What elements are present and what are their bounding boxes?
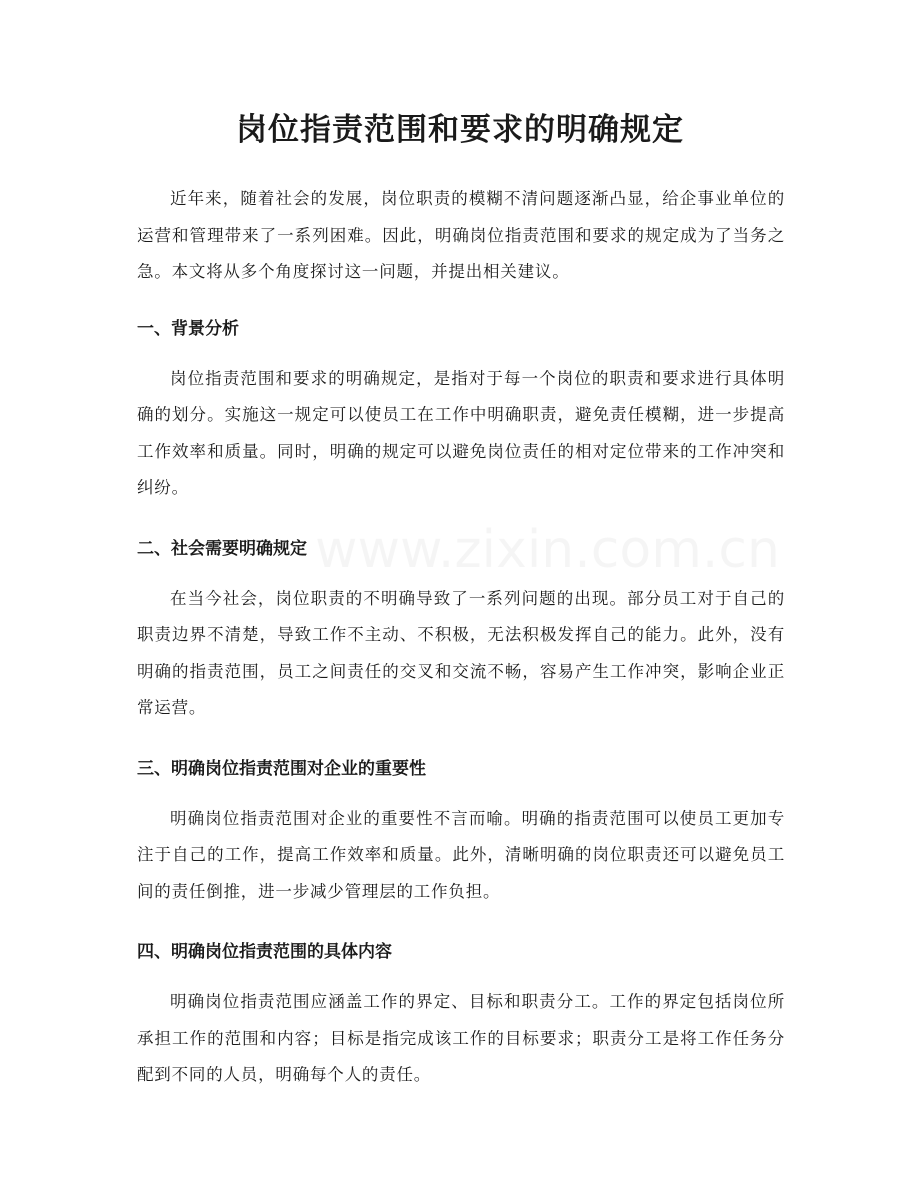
section-1 <box>137 311 785 507</box>
section-paragraph: 明确岗位指责范围应涵盖工作的界定、目标和职责分工。工作的界定包括岗位所承担工作的范围和内容；目标是指完成该工作的目标要求；职责分工是将工作任务分配到不同的人员，明确每个人的责任。 <box>137 992 785 1084</box>
section-heading: 三、明确岗位指责范围对企业的重要性 <box>137 758 426 779</box>
section-4 <box>137 934 785 1094</box>
section-3 <box>137 751 785 911</box>
section-heading: 二、社会需要明确规定 <box>137 538 307 559</box>
section-heading: 四、明确岗位指责范围的具体内容 <box>137 942 392 962</box>
intro-paragraph: 近年来，随着社会的发展，岗位职责的模糊不清问题逐渐凸显，给企事业单位的运营和管理带来了一系列困难。因此，明确岗位指责范围和要求的规定成为了当务之急。本文将从多个角度探讨这一问题，并提出相关建议。 <box>137 189 785 281</box>
section-paragraph: 明确岗位指责范围对企业的重要性不言而喻。明确的指责范围可以使员工更加专注于自己的工作，提高工作效率和质量。此外，清晰明确的岗位职责还可以避免员工间的责任倒推，进一步减少管理层的工作负担。 <box>137 808 785 901</box>
document-body <box>137 181 785 1094</box>
section-paragraph: 岗位指责范围和要求的明确规定，是指对于每一个岗位的职责和要求进行具体明确的划分。实施这一规定可以使员工在工作中明确职责，避免责任模糊，进一步提高工作效率和质量。同时，明确的规定可以避免岗位责任的相对定位带来的工作冲突和纠纷。 <box>137 368 785 497</box>
section-2 <box>137 531 785 727</box>
section-paragraph: 在当今社会，岗位职责的不明确导致了一系列问题的出现。部分员工对于自己的职责边界不清楚，导致工作不主动、不积极，无法积极发挥自己的能力。此外，没有明确的指责范围，员工之间责任的交叉和交流不畅，容易产生工作冲突，影响企业正常运营。 <box>137 588 785 717</box>
section-heading: 一、背景分析 <box>137 318 239 339</box>
document-title: 岗位指责范围和要求的明确规定 <box>236 112 684 148</box>
